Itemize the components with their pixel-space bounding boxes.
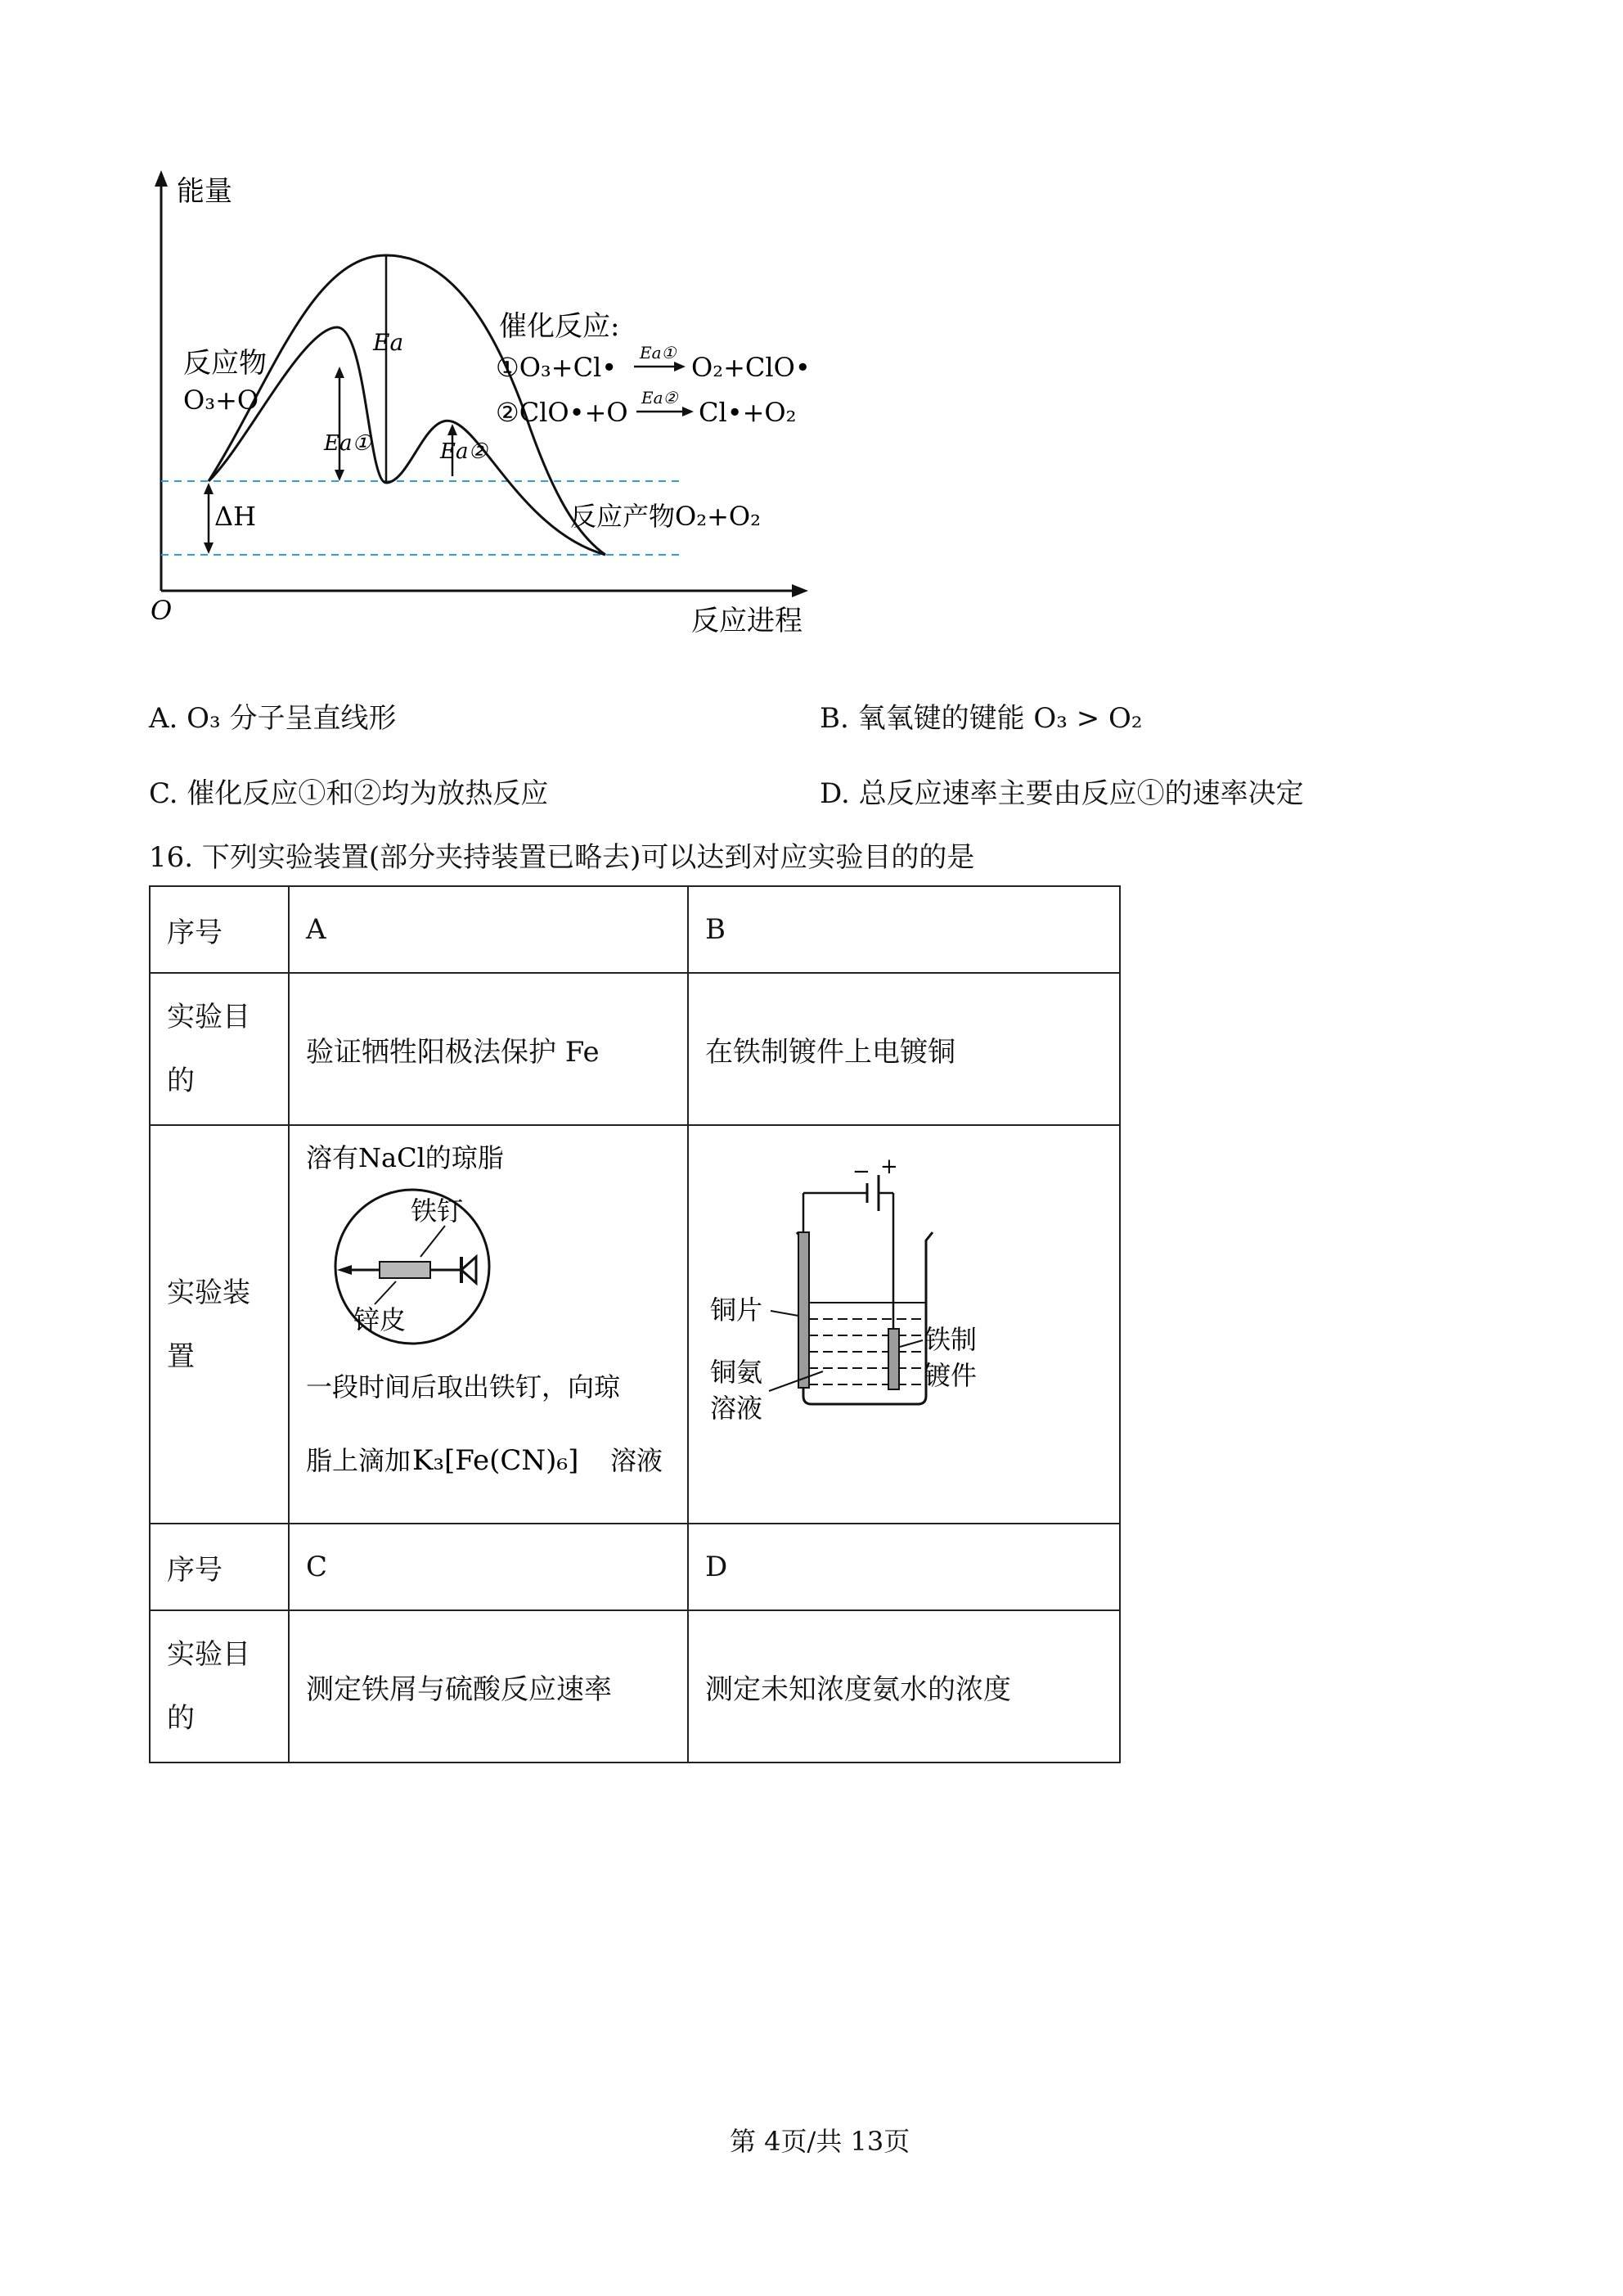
product-label: 反应产物O₂+O₂ — [570, 501, 761, 532]
zinc-sheet-icon — [380, 1262, 430, 1278]
copper-pointer — [771, 1311, 798, 1316]
iron-piece-label-1: 铁制 — [924, 1324, 978, 1355]
dh-arrow-head-top — [204, 483, 214, 494]
experiment-table — [149, 885, 1121, 1763]
reaction2-arrow-head — [682, 407, 694, 416]
x-axis-arrow — [792, 584, 808, 597]
purpose-b: 在铁制镀件上电镀铜 — [688, 973, 1120, 1125]
reaction2-right: Cl•+O₂ — [699, 397, 797, 428]
reactant-label: 反应物 — [183, 347, 267, 380]
ea1-arrow-tail — [335, 470, 344, 481]
table-row — [150, 973, 1120, 1125]
apparatus-a-desc-line1: 一段时间后取出铁钉，向琼 — [306, 1371, 621, 1402]
reaction1-right: O₂+ClO• — [691, 352, 811, 383]
reaction1-ea: Ea① — [640, 343, 677, 362]
agar-label: 溶有NaCl的琼脂 — [306, 1142, 504, 1173]
x-axis-label: 反应进程 — [691, 605, 803, 637]
purpose-header — [150, 973, 289, 1125]
table-row — [150, 1610, 1120, 1763]
option-d[interactable]: D. 总反应速率主要由反应①的速率决定 — [820, 777, 1304, 810]
label-b: B — [688, 886, 1120, 973]
catalysis-title: 催化反应: — [499, 310, 620, 343]
energy-diagram — [0, 0, 1623, 655]
battery-minus-label: − — [852, 1159, 870, 1184]
header-cell: 序号 — [150, 886, 289, 973]
purpose-d: 测定未知浓度氨水的浓度 — [688, 1610, 1120, 1763]
option-c[interactable]: C. 催化反应①和②均为放热反应 — [149, 777, 549, 810]
label-c: C — [289, 1524, 688, 1610]
apparatus-header-line1: 实验装 — [167, 1276, 250, 1309]
question-16-stem: 16. 下列实验装置(部分夹持装置已略去)可以达到对应实验目的的是 — [149, 841, 975, 874]
ea2-label: Ea② — [440, 439, 488, 464]
origin-label: O — [151, 595, 173, 626]
apparatus-b-figure — [689, 1126, 1119, 1515]
apparatus-a — [289, 1125, 688, 1524]
dh-arrow-head-bottom — [204, 542, 214, 554]
copper-plate-icon — [798, 1232, 809, 1388]
apparatus-a-desc-line2-prefix: 脂上滴加 — [306, 1445, 411, 1476]
y-axis-arrow — [155, 170, 168, 187]
option-b[interactable]: B. 氧氧键的键能 O₃ > O₂ — [820, 702, 1143, 735]
solution-label-1: 铜氨 — [710, 1357, 763, 1388]
reaction1-arrow-head — [674, 362, 686, 371]
apparatus-a-desc-line2-suffix: 溶液 — [610, 1445, 663, 1476]
option-a[interactable]: A. O₃ 分子呈直线形 — [149, 702, 397, 735]
table-row — [150, 886, 1120, 973]
iron-piece-icon — [888, 1329, 899, 1389]
zinc-label: 锌皮 — [353, 1304, 407, 1335]
apparatus-header-line2: 置 — [167, 1339, 195, 1373]
nail-label: 铁钉 — [411, 1195, 464, 1227]
purpose-header-line2: 的 — [167, 1065, 195, 1097]
apparatus-a-desc-formula: K₃[Fe(CN)₆] — [412, 1444, 579, 1477]
apparatus-a-figure — [290, 1126, 687, 1515]
iron-piece-label-2: 镀件 — [924, 1360, 978, 1391]
page-footer: 第 4页/共 13页 — [730, 2126, 910, 2157]
purpose-header-2-line1: 实验目 — [167, 1638, 250, 1671]
nail-tip — [337, 1265, 352, 1275]
iron-pointer — [900, 1340, 923, 1347]
reaction1-left: ①O₃+Cl• — [496, 352, 618, 383]
y-axis-label: 能量 — [177, 175, 232, 208]
apparatus-b — [688, 1125, 1120, 1524]
nail-pointer — [420, 1226, 445, 1257]
dh-label: ΔH — [214, 501, 257, 532]
reaction2-left: ②ClO•+O — [496, 397, 628, 428]
ea-label: Ea — [373, 329, 404, 356]
ea1-label: Ea① — [324, 431, 371, 456]
solution-lines — [808, 1319, 921, 1384]
label-a: A — [289, 886, 688, 973]
copper-plate-label: 铜片 — [710, 1294, 763, 1326]
ea1-arrow-head — [335, 367, 344, 378]
ea2-arrow-head — [447, 424, 457, 435]
reactant-formula: O₃+O — [183, 385, 259, 416]
table-row — [150, 1524, 1120, 1610]
battery-plus-label: + — [880, 1155, 898, 1179]
header-cell-2: 序号 — [150, 1524, 289, 1610]
solution-pointer — [769, 1371, 823, 1391]
label-d: D — [688, 1524, 1120, 1610]
purpose-header-2-line2: 的 — [167, 1702, 195, 1735]
purpose-a: 验证牺牲阳极法保护 Fe — [289, 973, 688, 1125]
apparatus-header — [150, 1125, 289, 1524]
purpose-header-line1: 实验目 — [167, 1001, 250, 1033]
purpose-c: 测定铁屑与硫酸反应速率 — [289, 1610, 688, 1763]
reaction2-ea: Ea② — [641, 388, 678, 407]
zinc-pointer — [375, 1281, 396, 1304]
nail-head-cap — [461, 1257, 476, 1283]
table-row — [150, 1125, 1120, 1524]
purpose-header-2 — [150, 1610, 289, 1763]
solution-label-2: 溶液 — [710, 1393, 763, 1424]
